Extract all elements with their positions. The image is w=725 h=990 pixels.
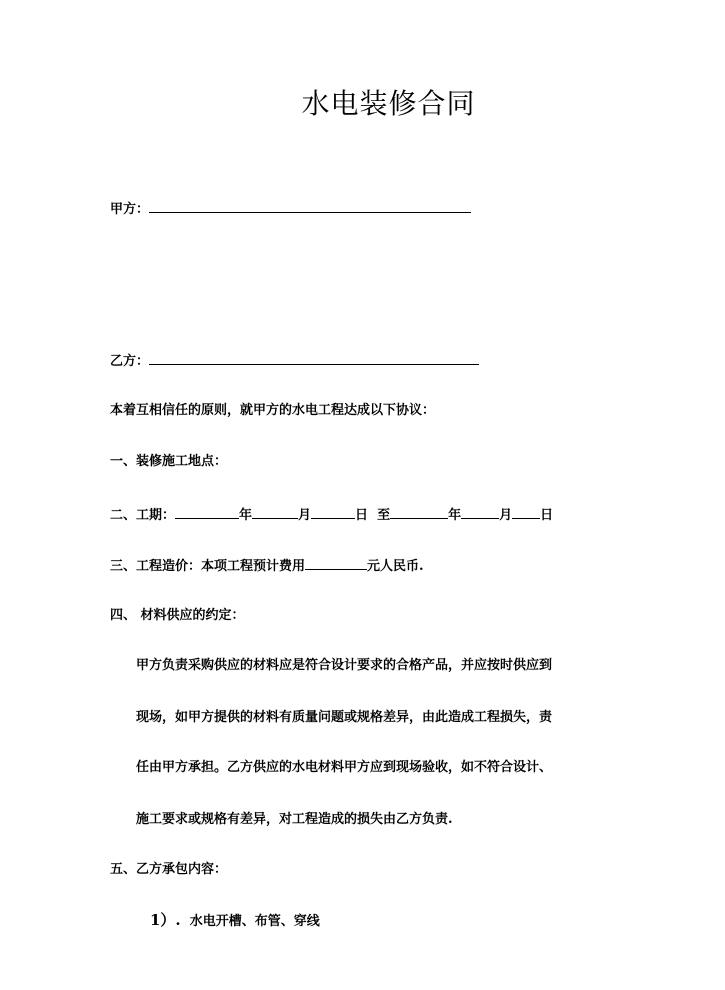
cost-blank[interactable]	[305, 555, 367, 570]
day-label: 日	[355, 508, 369, 523]
party-a-line	[110, 198, 471, 220]
start-month-blank[interactable]	[252, 504, 298, 519]
end-year-blank[interactable]	[390, 504, 448, 519]
party-a-blank[interactable]	[149, 198, 471, 213]
year-label: 年	[448, 508, 462, 523]
item-number: 1）.	[150, 911, 181, 929]
period-label: 二、工期：	[110, 508, 176, 523]
section-4-paragraph-line: 现场，如甲方提供的材料有质量问题或规格差异，由此造成工程损失，责	[136, 710, 553, 725]
item-text: 水电开槽、布管、穿线	[189, 914, 320, 929]
party-b-line	[110, 350, 479, 372]
to-label: 至	[377, 508, 391, 523]
document-title: 水电装修合同	[301, 87, 476, 120]
party-b-label: 乙方：	[110, 354, 150, 369]
start-year-blank[interactable]	[175, 504, 239, 519]
month-label: 月	[499, 508, 513, 523]
section-4-paragraph-line: 任由甲方承担。乙方供应的水电材料甲方应到现场验收，如不符合设计、	[136, 760, 553, 775]
section-3-cost	[110, 555, 424, 577]
month-label: 月	[298, 508, 312, 523]
party-b-blank[interactable]	[149, 350, 479, 365]
end-month-blank[interactable]	[461, 504, 499, 519]
section-5-item-1	[150, 910, 320, 932]
section-1-location: 一、装修施工地点：	[110, 454, 228, 469]
intro-text: 本着互相信任的原则，就甲方的水电工程达成以下协议：	[110, 403, 436, 418]
end-day-blank[interactable]	[512, 504, 540, 519]
section-4-paragraph-line: 甲方负责采购供应的材料应是符合设计要求的合格产品，并应按时供应到	[136, 658, 553, 673]
day-label: 日	[540, 508, 554, 523]
section-2-period	[110, 504, 553, 526]
section-5-heading: 五、乙方承包内容：	[110, 862, 228, 877]
section-4-heading: 四、 材料供应的约定：	[110, 608, 245, 623]
section-4-paragraph-line: 施工要求或规格有差异，对工程造成的损失由乙方负责.	[136, 812, 453, 827]
start-day-blank[interactable]	[311, 504, 355, 519]
year-label: 年	[239, 508, 253, 523]
party-a-label: 甲方：	[110, 202, 150, 217]
cost-unit: 元人民币.	[367, 559, 424, 574]
cost-label: 三、工程造价：本项工程预计费用	[110, 559, 306, 574]
